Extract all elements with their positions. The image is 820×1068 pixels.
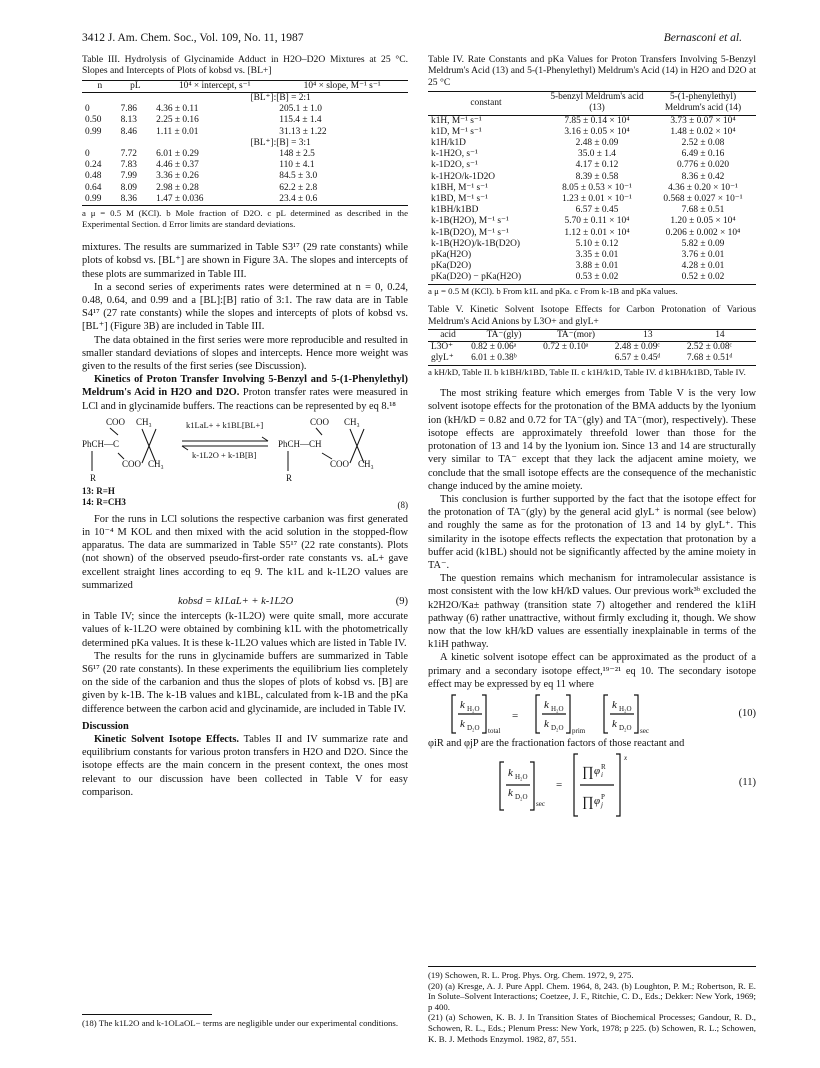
svg-text:CH₃: CH₃ — [148, 458, 164, 469]
paragraph: The results for the runs in glycinamide buffers are summarized in Table S6¹⁷ (20 rate constants). In these experiments the equilibrium lies completely on the side of the carbanion and thus the slopes of plots of kobsd vs. [B] are given by k-1B. The k-1B values and k1BL, calculated from k-1B and the pKa difference between the carbon acid and glycinamide, are included in Table IV. — [82, 650, 408, 715]
paragraph: The data obtained in the first series were more reproducible and resulted in smaller standard deviations of slopes and intercepts. Hence more weight was given to the results of the first series (see Discussion). — [82, 334, 408, 373]
svg-text:=: = — [556, 779, 563, 792]
paragraph: mixtures. The results are summarized in Table S3¹⁷ (29 rate constants) while plots of kobsd vs. [BL⁺] are shown in Figure 3A. The slopes and intercepts of these plots are summarized in Table III. — [82, 242, 408, 280]
table-row: 0 7.72 6.01 ± 0.29 148 ± 2.5 — [85, 149, 315, 160]
svg-text:COO: COO — [122, 458, 142, 469]
scheme-forward-label: k1LaL+ + k1BL[BL+] — [186, 419, 264, 430]
svg-text:k: k — [460, 717, 465, 730]
svg-text:CH₃: CH₃ — [358, 458, 374, 469]
svg-text:PhCH—CH: PhCH—CH — [278, 438, 322, 449]
table-row: pKa(D2O) 3.88 ± 0.01 4.28 ± 0.01 — [431, 261, 725, 272]
paragraph: in Table IV; since the intercepts (k-1L2O) were quite small, more accurate values of k-1L2O were obtained by combining k1L with the photometrically determined pKa values. It is these k-1L2O values which are listed in Table IV. — [82, 611, 408, 649]
svg-text:D₂O: D₂O — [515, 793, 528, 802]
table-row: pKa(D2O) − pKa(H2O) 0.53 ± 0.02 0.52 ± 0.02 — [428, 272, 756, 284]
table5-caption: Table V. Kinetic Solvent Isotope Effects for Carbon Protonation of Various Meldrum's Acid Anions by L3O+ and glyL+ — [428, 304, 756, 327]
svg-text:COO: COO — [106, 416, 126, 427]
table-row: pKa(H2O) 3.35 ± 0.01 3.76 ± 0.01 — [431, 250, 725, 261]
equation-10-graphic — [448, 691, 728, 737]
svg-text:H₂O: H₂O — [467, 704, 480, 713]
svg-text:=: = — [512, 709, 519, 722]
svg-text:H₂O: H₂O — [515, 773, 528, 782]
table4-col-14: 5-(1-phenylethyl) Meldrum's acid (14) — [664, 92, 742, 114]
reference-19: (19) Schowen, R. L. Prog. Phys. Org. Chem. 1972, 9, 275. — [428, 970, 634, 980]
table-row: k1H/k1D 2.48 ± 0.09 2.52 ± 0.08 — [431, 138, 725, 149]
table4-col-constant: constant — [470, 97, 502, 108]
svg-text:i: i — [601, 771, 603, 780]
equation-11-number: (11) — [738, 777, 756, 789]
svg-text:CH₃: CH₃ — [344, 416, 360, 427]
table5-col-acid: acid — [440, 330, 456, 341]
table-row: L3O⁺ 0.82 ± 0.06ᵃ 0.72 ± 0.10ᵃ 2.48 ± 0.09ᶜ 2.52 ± 0.08ᶜ — [431, 342, 732, 353]
svg-text:PhCH—C: PhCH—C — [82, 438, 120, 449]
table4-col-13: 5-benzyl Meldrum's acid (13) — [550, 92, 644, 114]
discussion-heading: Discussion — [82, 720, 129, 732]
svg-text:COO: COO — [330, 458, 350, 469]
svg-text:sec: sec — [536, 800, 545, 809]
equation-10 — [428, 691, 756, 737]
table4-footnote: a μ = 0.5 M (KCl). b From k1L and pKa. c From k-1B and pKa values. — [428, 285, 678, 296]
svg-text:R: R — [90, 472, 97, 483]
reaction-scheme — [82, 413, 408, 513]
table-row: 0.64 8.09 2.98 ± 0.28 62.2 ± 2.8 — [85, 182, 318, 193]
table5-col-mor: TA⁻(mor) — [556, 330, 595, 341]
left-column — [82, 54, 408, 799]
references-rule — [428, 966, 756, 967]
running-header-right: Bernasconi et al. — [663, 32, 742, 44]
table-row: 0.99 8.46 1.11 ± 0.01 31.13 ± 1.22 — [85, 126, 327, 137]
table-row: k-1H2O, s⁻¹ 35.0 ± 1.4 6.49 ± 0.16 — [431, 149, 725, 160]
table3-group2: [BL⁺]:[B] = 3:1 — [250, 137, 311, 148]
table-row: k1H, M⁻¹ s⁻¹ 7.85 ± 0.14 × 10⁴ 3.73 ± 0.07 × 10⁴ — [431, 115, 736, 126]
equation-9-body: kobsd = k1LaL+ + k-1L2O — [178, 596, 294, 608]
table5 — [428, 329, 756, 366]
table5-col-gly: TA⁻(gly) — [486, 330, 522, 341]
table-row: k-1H2O/k-1D2O 8.39 ± 0.58 8.36 ± 0.42 — [431, 171, 725, 182]
table5-col-14: 14 — [715, 330, 725, 341]
paragraph: The question remains which mechanism for intramolecular assistance is most consistent with the low kH/kD values. Our previous work³ᵇ excluded the k2H2O/Ka± pathway (transition state 7) altogether and rendered the k1iH pathway (6) rather unattractive, without firmly excluding it, though. We show now that the low kH/kD values are essentially inexplainable in terms of the k1iH pathway. — [428, 573, 756, 651]
table-row: k1BH, M⁻¹ s⁻¹ 8.05 ± 0.53 × 10⁻¹ 4.36 ± 0.20 × 10⁻¹ — [431, 182, 738, 193]
paragraph: φiR and φjP are the fractionation factors of those reactant and — [428, 737, 685, 749]
svg-text:k: k — [460, 698, 465, 711]
svg-text:φ: φ — [594, 765, 601, 778]
table3-caption: Table III. Hydrolysis of Glycinamide Adduct in H2O–D2O Mixtures at 25 °C. Slopes and Intercepts of Plots of kobsd vs. [BL+] — [82, 54, 408, 77]
svg-text:sec: sec — [640, 726, 649, 735]
table-row: 0.99 8.36 1.47 ± 0.036 23.4 ± 0.6 — [82, 194, 408, 206]
scheme-label-13: 13: R=H — [82, 485, 115, 496]
equation-10-number: (10) — [738, 707, 756, 719]
paragraph-text: Tables II and IV summarize rate and equilibrium constants for various proton transfers in H2O and D2O. Since the isotope effects are the main concern in the present context, the ones most relevant to our discussion have been collected in Table V for easy comparison. — [82, 733, 408, 798]
svg-text:D₂O: D₂O — [467, 723, 480, 732]
paragraph: A kinetic solvent isotope effect can be approximated as the product of a primary and a secondary isotope effect,¹⁹⁻²¹ eq 10. The secondary isotope effect may be expressed by eq 11 where — [428, 652, 756, 690]
table-row: k-1D2O, s⁻¹ 4.17 ± 0.12 0.776 ± 0.020 — [431, 160, 730, 171]
table4 — [428, 91, 756, 284]
svg-text:D₂O: D₂O — [619, 723, 632, 732]
svg-text:P: P — [601, 793, 605, 802]
table-row: k-1B(H2O), M⁻¹ s⁻¹ 5.70 ± 0.11 × 10⁴ 1.20 ± 0.05 × 10⁴ — [431, 216, 736, 227]
table-row: 0.50 8.13 2.25 ± 0.16 115.4 ± 1.4 — [85, 115, 322, 126]
section-heading: Kinetics of Proton Transfer Involving 5-Benzyl and 5-(1-Phenylethyl) Meldrum's Acid in H2O and D2O. — [82, 374, 408, 399]
table-row: k-1B(D2O), M⁻¹ s⁻¹ 1.12 ± 0.01 × 10⁴ 0.206 ± 0.002 × 10⁴ — [431, 227, 741, 238]
footnote-rule — [82, 1014, 212, 1015]
paragraph: This conclusion is further supported by the fact that the isotope effect for the protonation of TA⁻(gly) by the general acid glyL⁺ is normal (see below) and roughly the same as for the protonation of 13 and 14 by glyL⁺. This similarity in the isotope effects reflects the expectation that protonation by a buffer acid (k1BL) should not be significantly affected by the amine moiety in TA⁻. — [428, 493, 756, 571]
equation-11 — [428, 750, 756, 816]
table-row: k1D, M⁻¹ s⁻¹ 3.16 ± 0.05 × 10⁴ 1.48 ± 0.02 × 10⁴ — [431, 126, 736, 137]
svg-text:∏: ∏ — [582, 765, 594, 781]
table3-col-pl: pL — [130, 80, 141, 91]
table-row: k1BH/k1BD 6.57 ± 0.45 7.68 ± 0.51 — [431, 205, 725, 216]
paragraph: In a second series of experiments rates were determined at n = 0, 0.24, 0.48, 0.64, and 0.99 and a [BL]:[B] ratio of 3:1. The raw data are in Table S4¹⁷ (27 rate constants) while the slopes and intercepts of plots of kobsd vs. [BL⁺] (Figure 3B) are included in Table III. — [82, 281, 408, 333]
references — [428, 970, 756, 1044]
footnote-18: (18) The k1L2O and k-1OLaOL− terms are negligible under our experimental conditions. — [82, 1018, 399, 1028]
svg-text:k: k — [612, 698, 617, 711]
table3-footnote: a μ = 0.5 M (KCl). b Mole fraction of D2O. c pL determined as described in the Experimental Section. d Error limits are standard deviations. — [82, 208, 408, 229]
equation-9 — [82, 592, 408, 610]
paragraph: For the runs in LCl solutions the respective carbanion was first generated in 10⁻⁴ M KOL and then mixed with the acid solution in the stopped-flow apparatus. The data are summarized in Table S5¹⁷ (22 rate constants). Plots (not shown) of the observed pseudo-first-order rate constants vs. aL+ gave excellent straight lines according to eq 9. The k1L and k-1L2O values are summarized — [82, 513, 408, 591]
table3-group1: [BL⁺]:[B] = 2:1 — [250, 93, 311, 104]
table-row: 0 7.86 4.36 ± 0.11 205.1 ± 1.0 — [85, 104, 322, 115]
running-header-left: 3412 J. Am. Chem. Soc., Vol. 109, No. 11, 1987 — [82, 32, 304, 44]
equation-11-graphic — [496, 752, 736, 818]
table-row: glyL⁺ 6.01 ± 0.38ᵇ 6.57 ± 0.45ᵈ 7.68 ± 0.51ᵈ — [428, 353, 756, 365]
table5-footnote: a kH/kD, Table II. b k1BH/k1BD, Table II. c k1H/k1D, Table IV. d k1BH/k1BD, Table IV. — [428, 366, 746, 377]
paragraph: The most striking feature which emerges from Table V is the very low solvent isotope effects for the protonation of the BMA adducts by the lyonium ion (kH/kD = 0.82 and 0.72 for TA⁻(gly) and TA⁻(mor), respectively). These isotope effects are approximately threefold lower than those for the protonation of 13 and 14 by the lyonium ion. Since 13 and 14 are structurally very similar to TA⁻ except that they lack the adjacent amine moiety, we conclude that the small isotope effects are the consequence of the mechanistic change induced by the amine moiety. — [428, 388, 756, 492]
svg-text:CH₃: CH₃ — [136, 416, 152, 427]
scheme-number: (8) — [397, 499, 408, 510]
svg-text:k: k — [612, 717, 617, 730]
scheme-label-14: 14: R=CH3 — [82, 496, 126, 507]
table-row: k1BD, M⁻¹ s⁻¹ 1.23 ± 0.01 × 10⁻¹ 0.568 ± 0.027 × 10⁻¹ — [431, 194, 743, 205]
svg-text:total: total — [488, 726, 501, 735]
svg-text:k: k — [508, 767, 513, 780]
svg-text:k: k — [544, 698, 549, 711]
svg-text:k: k — [508, 787, 513, 800]
reference-20: (20) (a) Kresge, A. J. Pure Appl. Chem. 1964, 8, 243. (b) Loughton, P. M.; Robertson, R. E. In Solute–Solvent Interactions; Coetzee, J. F., Ritchie, C. D., Eds.; Dekker: New York, 1969; p 400. — [428, 980, 756, 1012]
svg-text:COO: COO — [310, 416, 330, 427]
reference-21: (21) (a) Schowen, K. B. J. In Transition States of Biochemical Processes; Gandour, R. D., Schowen, R. L., Eds.; Plenum Press: New York, 1978; p 225. (b) Schowen, R. L.; Schowen, K. B. J. Methods Enzymol. 1982, 87, 551. — [428, 1012, 756, 1044]
svg-text:∏: ∏ — [582, 795, 594, 811]
svg-text:R: R — [286, 472, 293, 483]
svg-text:φ: φ — [594, 795, 601, 808]
table-row: k-1B(H2O)/k-1B(D2O) 5.10 ± 0.12 5.82 ± 0.09 — [431, 238, 725, 249]
paragraph — [82, 373, 408, 413]
svg-text:prim: prim — [572, 726, 586, 735]
equation-9-number: (9) — [395, 596, 408, 608]
section-heading: Kinetic Solvent Isotope Effects. — [94, 733, 240, 745]
svg-text:H₂O: H₂O — [551, 704, 564, 713]
table4-caption: Table IV. Rate Constants and pKa Values for Proton Transfers Involving 5-Benzyl Meldrum's Acid (13) and 5-(1-Phenylethyl) Meldrum's Acid (14) in H2O and D2O at 25 °C — [428, 54, 756, 88]
svg-text:H₂O: H₂O — [619, 704, 632, 713]
svg-text:k: k — [544, 717, 549, 730]
paragraph-text: Proton transfer rates were measured in LCl and in glycinamide buffers. The reactions can be represented by eq 8.¹⁸ — [82, 387, 408, 412]
table3-col-n: n — [97, 80, 103, 91]
table3 — [82, 80, 408, 206]
table-row: 0.24 7.83 4.46 ± 0.37 110 ± 4.1 — [85, 160, 315, 171]
table3-col-intercept: 10⁴ × intercept, s⁻¹ — [178, 80, 251, 91]
svg-text:j: j — [601, 801, 603, 810]
svg-text:D₂O: D₂O — [551, 723, 564, 732]
paragraph — [82, 733, 408, 799]
right-column — [428, 54, 756, 816]
scheme-reverse-label: k-1L2O + k-1B[B] — [192, 449, 257, 460]
svg-text:x: x — [624, 754, 628, 763]
table3-col-slope: 10⁴ × slope, M⁻¹ s⁻¹ — [303, 80, 381, 91]
svg-text:R: R — [601, 763, 606, 772]
table-row: 0.48 7.99 3.36 ± 0.26 84.5 ± 3.0 — [85, 171, 318, 182]
table5-col-13: 13 — [643, 330, 653, 341]
